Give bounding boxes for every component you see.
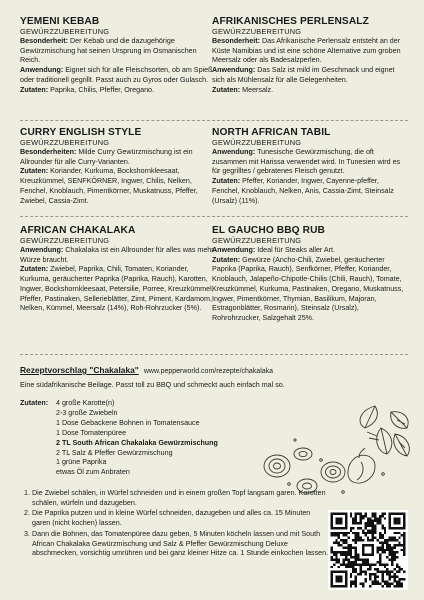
section-line [212, 37, 408, 66]
line-text: Das Afrikanische Perlensalz entsteht an der Küste Namibias und ist eine schöne Alternative zum groben Meersalz oder als Badesalzperlen. [212, 37, 401, 65]
ingredient-item: 1 Dose Tomatenpüree [56, 428, 127, 437]
line-label: Besonderheit: [20, 37, 69, 45]
recipe-title: Rezeptvorschlag "Chakalaka" [20, 365, 139, 375]
section-body [212, 246, 408, 324]
line-text: Paprika, Chilis, Pfeffer, Oregano. [48, 85, 155, 94]
section-subtitle: GEWÜRZZUBEREITUNG [20, 236, 110, 245]
line-label: Anwendung: [212, 246, 256, 254]
section-subtitle: GEWÜRZZUBEREITUNG [212, 138, 302, 147]
ingredients-list [20, 399, 280, 478]
section-line [212, 246, 408, 256]
section-line [20, 37, 215, 66]
section-body [20, 148, 215, 206]
onion-slice-icon [321, 462, 345, 482]
line-label: Zutaten: [20, 85, 49, 94]
section-line [20, 167, 215, 206]
ingredient-item: etwas Öl zum Anbraten [56, 468, 130, 477]
line-label: Zutaten: [212, 177, 241, 186]
section-line [212, 148, 408, 177]
left-column [20, 0, 215, 360]
ingredient-item: 2-3 große Zwiebeln [56, 408, 118, 417]
section-body [212, 148, 408, 206]
section-title: YEMENI KEBAB [20, 16, 100, 27]
carrot-slice-icon [294, 448, 312, 460]
line-text: Gewürze (Ancho-Chili, Zwiebel, geräucherter Paprika (Paprika, Rauch), Senfkörner, Pfeffer, Koriander, Knoblauch, Jalapeño-Chipotle-Chilis (Chili, Rauch), Tomate, Kreuzkümmel, Kurkuma, Pastinaken, Oregano, Muskatnuss, Ingwer, Pimentkörner, Thymian, Basilikum, Majoran, Estragonblätter, Rosmarin), Steinsalz (Ursalz), Rohrohrzucker, Salzgehalt 25%. [212, 255, 404, 322]
line-text: Chakalaka ist ein Allrounder für alles was mehr Würze braucht. [20, 246, 214, 264]
section-line [20, 246, 215, 265]
ingredients-label: Zutaten: [20, 399, 49, 407]
recipe-step: 1. Die Zwiebel schälen, in Würfel schneiden und in einem großen Topf langsam garen. Karotten schälen, würfeln und dazugeben. [32, 489, 330, 508]
section-yemeni-kebab [20, 16, 215, 95]
ingredient-item: 1 Dose Gebackene Bohnen in Tomatensauce [56, 418, 200, 427]
section-line [212, 66, 408, 85]
section-subtitle: GEWÜRZZUBEREITUNG [212, 27, 302, 36]
right-column [212, 0, 408, 360]
line-label: Besonderheiten: [20, 148, 77, 156]
section-line [212, 177, 408, 206]
section-subtitle: GEWÜRZZUBEREITUNG [20, 27, 110, 36]
section-afrikanisches-perlensalz [212, 16, 408, 95]
recipe-intro: Eine südafrikanische Beilage. Passt toll zu BBQ und schmeckt auch einfach mal so. [20, 381, 285, 389]
pepper-icon [348, 455, 375, 483]
line-text: Koriander, Kurkuma, Bockshornkleesaat, Kreuzkümmel, SENFKÖRNER, Ingwer, Chilis, Nelken, Fenchel, Knoblauch, Pimentkörner, Muskatnuss, Pfeffer, Zwiebel, Cassia-Zimt. [20, 167, 198, 205]
section-title: AFRIKANISCHES PERLENSALZ [212, 16, 369, 27]
divider-right-1 [212, 120, 408, 121]
line-text: Pfeffer, Koriander, Ingwer, Cayenne-pfeffer, Fenchel, Knoblauch, Nelken, Anis, Cassia-Zimt, Steinsalz (Ursalz) (11%). [212, 177, 394, 205]
section-subtitle: GEWÜRZZUBEREITUNG [20, 138, 110, 147]
line-label: Anwendung: [212, 66, 256, 75]
divider-left-2 [20, 216, 210, 217]
line-label: Anwendung: [212, 148, 256, 156]
line-text: Milde Curry Gewürzmischung ist ein Allrounder für alle Curry-Varianten. [20, 148, 193, 166]
recipe-url[interactable]: www.pepperworld.com/rezepte/chakalaka [143, 368, 274, 375]
divider-right-2 [212, 216, 408, 217]
line-label: Zutaten: [20, 167, 49, 176]
ingredient-item: 2 TL Salz & Pfeffer Gewürzmischung [56, 448, 173, 457]
divider-left-1 [20, 120, 210, 121]
section-curry-english [20, 127, 215, 206]
section-line [20, 66, 215, 85]
section-body [20, 37, 215, 95]
ingredient-item: 1 grüne Paprika [56, 458, 107, 467]
section-north-african-tabil [212, 127, 408, 206]
line-text: Zwiebel, Paprika, Chili, Tomaten, Koriander, Kurkuma, geräucherter Paprika (Paprika, Rauch), Karotten, Ingwer, Bockshornkleesaat, Petersilie, Porree, Kreuzkümmel, Pfeffer, Pastinaken, Sellerieblätter, Zimt, Piment, Kardamom, Nelken, Kümmel, Meersalz (14%), Roh-Rohrzucker (5%). [20, 265, 214, 313]
recipe-step: 3. Dann die Bohnen, das Tomatenpüree dazu geben, 5 Minuten köcheln lassen und mit South African Chakalaka Gewürzmischung und Salz & Pfeffer Gewürzmischung Deluxe abschmecken, vorsichtig umrühren und bei ganz kleiner Hitze ca. 1 Stunde einkochen lassen. [32, 530, 330, 559]
section-body [20, 246, 215, 314]
recipe-step: 2. Die Paprika putzen und in kleine Würfel schneiden, dazugeben und alles ca. 15 Minuten garen (nicht kochen) lassen. [32, 509, 330, 528]
ingredient-item: 4 große Karotte(n) [56, 399, 115, 407]
section-line [212, 86, 408, 96]
recipe-steps [20, 489, 330, 560]
line-text: Eignet sich für alle Fleischsorten, ob am Spieß oder traditionell gegrillt. Passt auch zu Gyros oder Gulasch. [20, 66, 213, 84]
line-text: Meersalz. [240, 85, 274, 94]
leaf-icon [360, 406, 377, 428]
section-title: EL GAUCHO BBQ RUB [212, 225, 326, 236]
line-label: Zutaten: [20, 265, 49, 274]
section-line [20, 265, 215, 314]
recipe-ingredients [20, 399, 280, 478]
section-el-gaucho [212, 225, 408, 324]
qr-code[interactable] [328, 510, 408, 590]
line-label: Zutaten: [212, 255, 241, 264]
section-title: AFRICAN CHAKALAKA [20, 225, 136, 236]
section-line [212, 256, 408, 324]
line-text: Ideal für Steaks aller Art. [255, 246, 336, 254]
line-label: Anwendung: [20, 66, 64, 75]
section-title: NORTH AFRICAN TABIL [212, 127, 331, 138]
line-text: Das Salz ist mild im Geschmack und eignet sich als Mühlensalz für alle Gelegenheiten. [212, 66, 395, 84]
ingredient-item: 2 TL South African Chakalaka Gewürzmischung [56, 438, 218, 447]
line-label: Besonderheit: [212, 37, 261, 45]
line-label: Zutaten: [212, 85, 241, 94]
section-african-chakalaka [20, 225, 215, 314]
section-subtitle: GEWÜRZZUBEREITUNG [212, 236, 302, 245]
onion-slice-icon [264, 455, 290, 477]
line-text: Tunesische Gewürzmischung, die oft zusammen mit Harissa verwendet wird. In Tunesien wird es für gegrilltes / gebratenes Fleisch genutzt. [212, 148, 401, 176]
vegetables-illustration [255, 392, 415, 504]
section-body [212, 37, 408, 95]
section-line [20, 148, 215, 167]
line-label: Anwendung: [20, 246, 64, 254]
section-title: CURRY ENGLISH STYLE [20, 127, 142, 138]
line-text: Der Kebab und die dazugehörige Gewürzmischung hat seinen Ursprung im Osmanischen Reich. [20, 37, 197, 65]
divider-recipe [20, 354, 408, 355]
section-line [20, 86, 215, 96]
recipe-header [20, 365, 273, 375]
